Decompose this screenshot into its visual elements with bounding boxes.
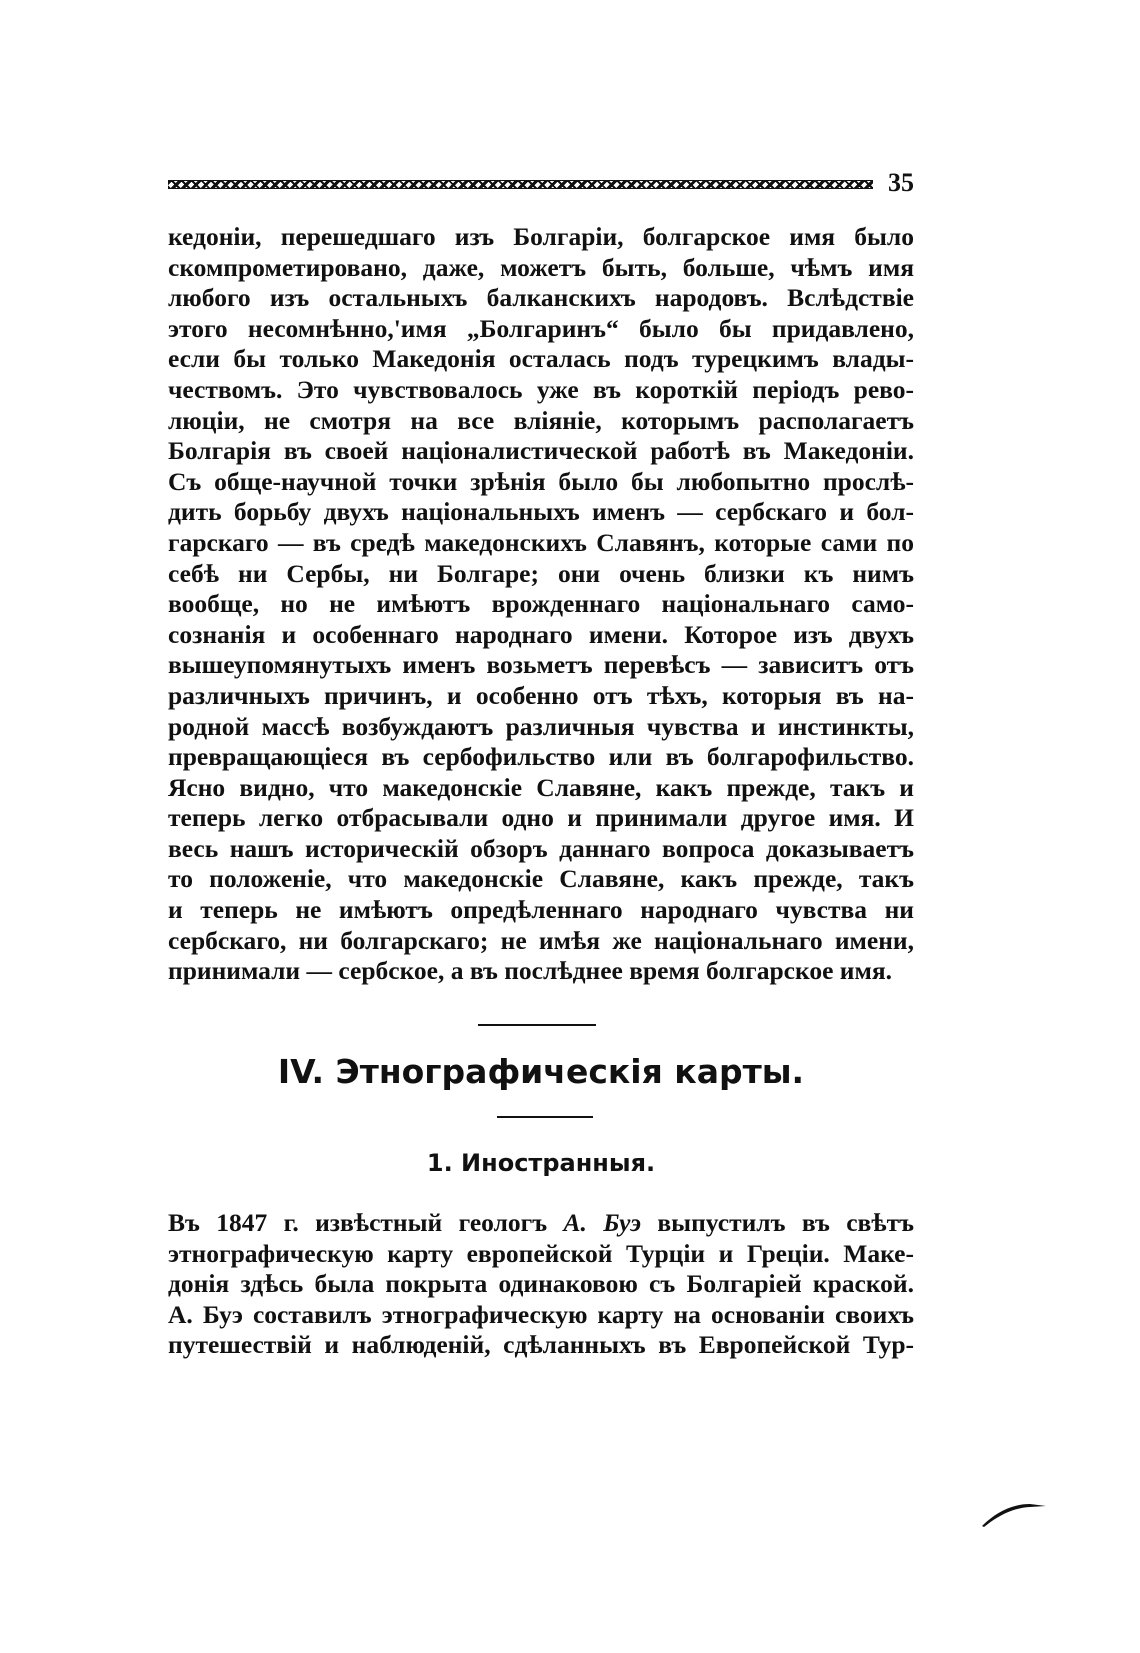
text-line: гарскаго — въ средѣ македонскихъ Славянъ, которые сами по (168, 527, 914, 557)
text-line: чествомъ. Это чувствовалось уже въ короткій періодъ рево- (168, 374, 914, 404)
section-divider-bottom (497, 1116, 593, 1118)
page-header (168, 168, 914, 198)
author-name: А. Буэ (563, 1208, 642, 1237)
text-line: Болгарія въ своей націоналистической работѣ въ Македоніи. (168, 436, 914, 466)
text-line: если бы только Македонія осталась подъ турецкимъ влады- (168, 344, 914, 374)
text-line (168, 1208, 914, 1239)
page-number: 35 (888, 168, 914, 197)
paragraph-1 (168, 222, 914, 987)
text-line: кедоніи, перешедшаго изъ Болгаріи, болгарское имя было (168, 222, 914, 251)
text-line: люціи, не смотря на все вліяніе, которымъ располагаетъ (168, 405, 914, 435)
text-line: скомпрометировано, даже, можетъ быть, больше, чѣмъ имя (168, 252, 914, 282)
section-divider-top (478, 1024, 596, 1026)
text-line: то положеніе, что македонскіе Славяне, какъ прежде, такъ (168, 864, 914, 894)
text-line: путешествій и наблюденій, сдѣланныхъ въ Европейской Тур- (168, 1330, 914, 1360)
subsection-title: 1. Иностранныя. (426, 1149, 656, 1177)
text-line: превращающіеся въ сербофильство или въ болгарофильство. (168, 742, 914, 772)
text-line: теперь легко отбрасывали одно и принимали другое имя. И (168, 803, 914, 833)
text-line: сербскаго, ни болгарскаго; не имѣя же національнаго имени, (168, 925, 914, 955)
text-line: принимали — сербское, а въ послѣднее время болгарское имя. (168, 956, 893, 986)
text-line: различныхъ причинъ, и особенно отъ тѣхъ, которыя въ на- (168, 680, 914, 710)
text-line: Ясно видно, что македонскіе Славяне, какъ прежде, такъ и (168, 772, 914, 802)
text-line: дить борьбу двухъ національныхъ именъ — сербскаго и бол- (168, 497, 914, 527)
text-line: этнографическую карту европейской Турціи и Греціи. Маке- (168, 1238, 914, 1268)
text-run: выпустилъ въ свѣтъ (641, 1208, 914, 1237)
text-line: и теперь не имѣютъ опредѣленнаго народнаго чувства ни (168, 895, 914, 925)
text-line: вообще, но не имѣютъ врожденнаго національнаго само- (168, 589, 914, 619)
text-line: Съ обще-научной точки зрѣнія было бы любопытно прослѣ- (168, 466, 914, 496)
paragraph-2 (168, 1208, 914, 1361)
text-line: вышеупомянутыхъ именъ возьметъ перевѣсъ — зависитъ отъ (168, 650, 914, 680)
text-line: этого несомнѣнно,'имя „Болгаринъ“ было бы придавлено, (168, 313, 914, 343)
text-line: донія здѣсь была покрыта одинаковою съ Болгаріей краской. (168, 1269, 914, 1299)
text-line: себѣ ни Сербы, ни Болгаре; они очень близки къ нимъ (168, 558, 914, 588)
ink-stroke-mark (980, 1498, 1048, 1528)
section-title: IV. Этнографическія карты. (277, 1052, 805, 1091)
text-line: сознанія и особеннаго народнаго имени. Которое изъ двухъ (168, 619, 914, 649)
text-line: А. Буэ составилъ этнографическую карту на основаніи своихъ (168, 1299, 914, 1329)
text-line: весь нашъ историческій обзоръ даннаго вопроса доказываетъ (168, 833, 914, 863)
text-line: любого изъ остальныхъ балканскихъ народовъ. Вслѣдствіе (168, 283, 914, 313)
text-run: Въ 1847 г. извѣстный геологъ (168, 1208, 564, 1237)
header-ornament-rule (168, 180, 873, 189)
text-line: родной массѣ возбуждаютъ различныя чувства и инстинкты, (168, 711, 914, 741)
